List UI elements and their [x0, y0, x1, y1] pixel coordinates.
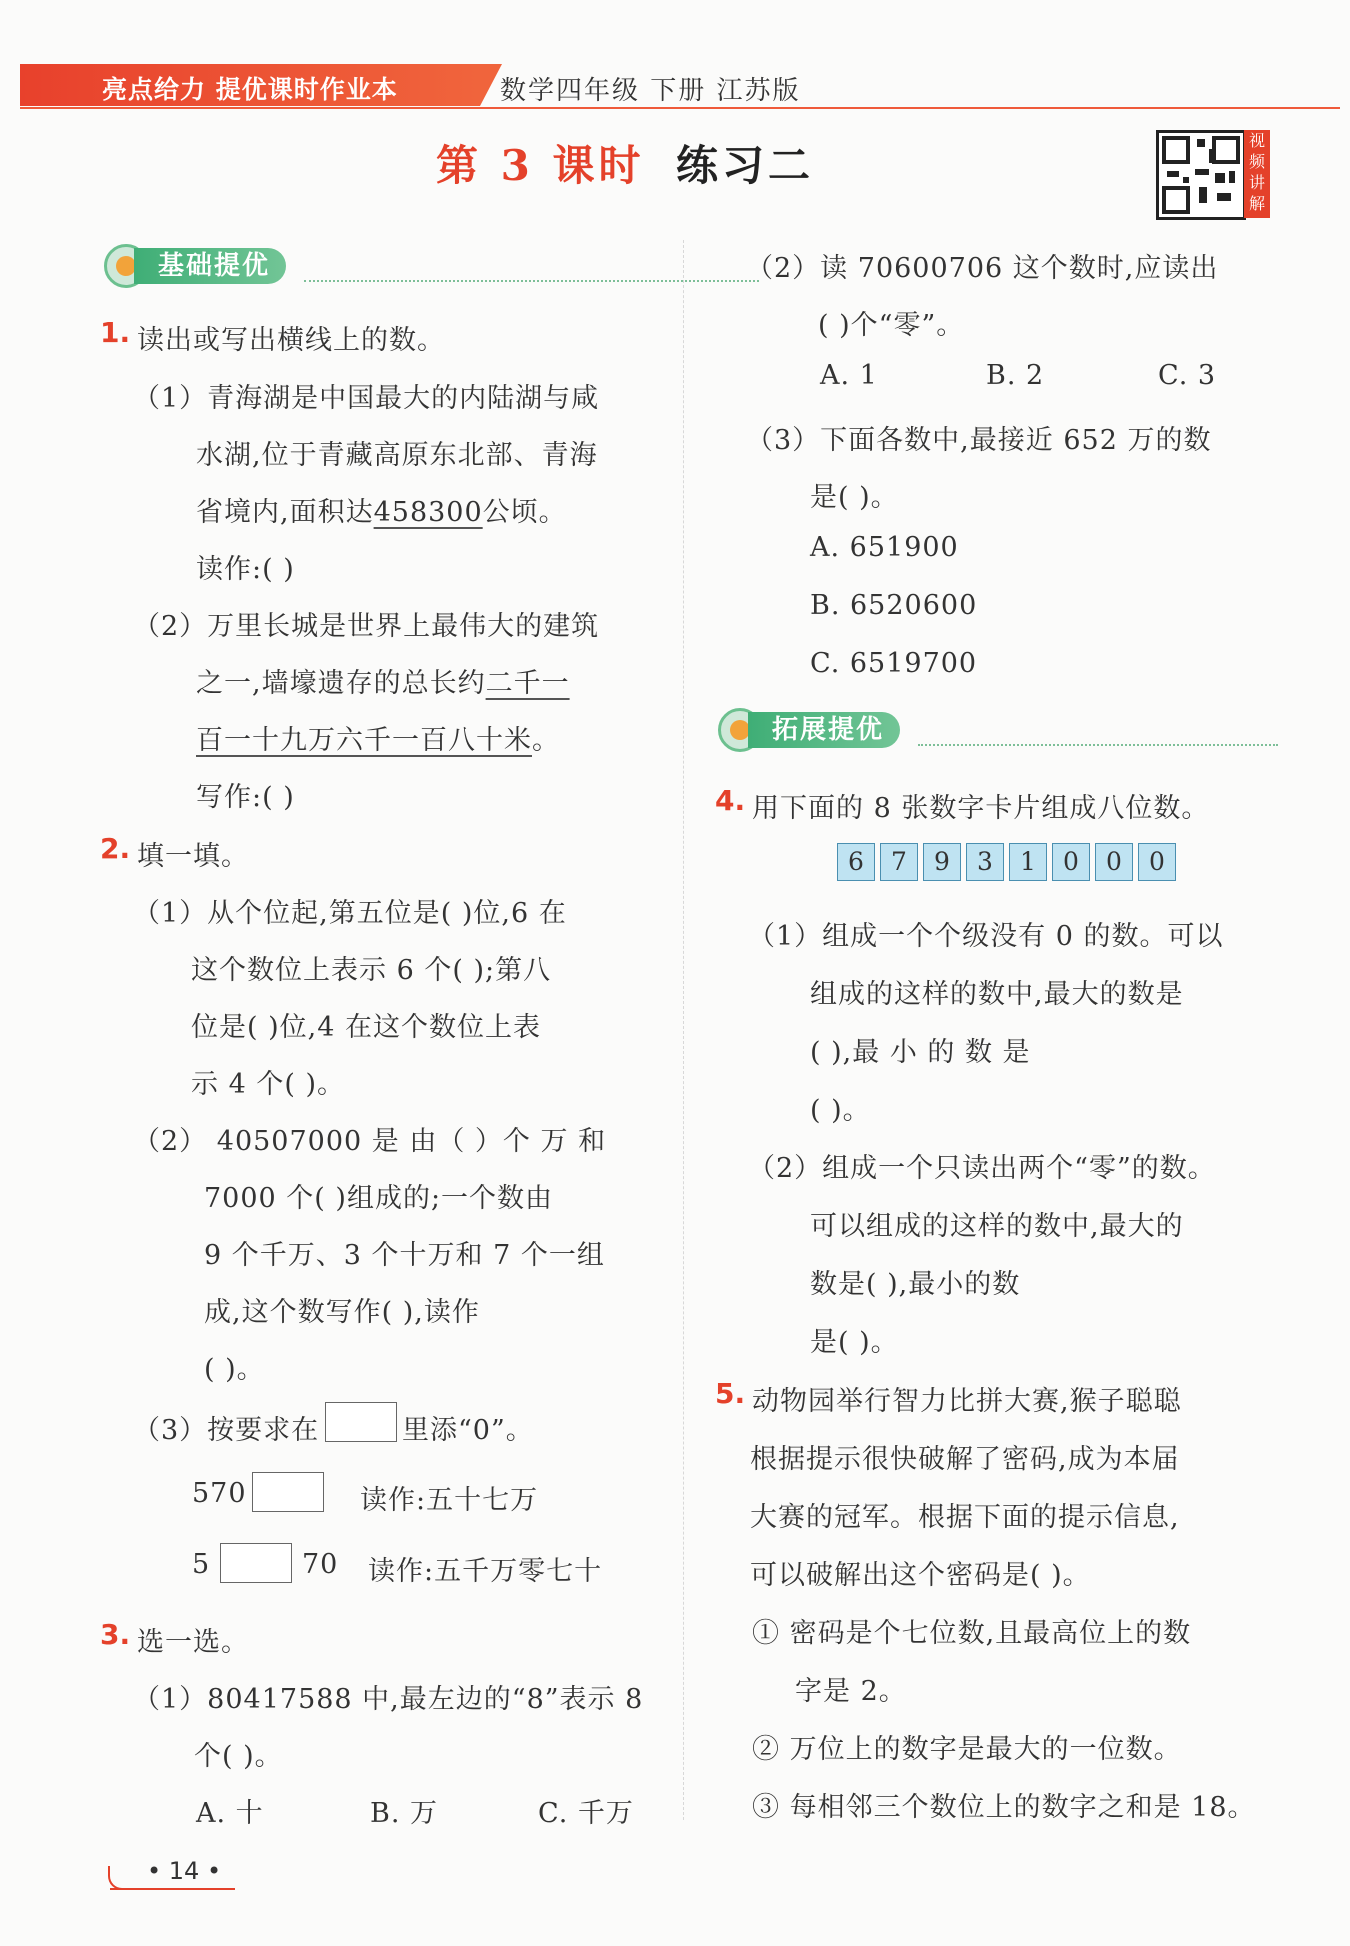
q2-row2-b: 70 [302, 1549, 339, 1580]
q4-p1-line1: （1）组成一个个级没有 0 的数。可以 [748, 921, 1224, 952]
header-rule [20, 107, 1340, 109]
header-subtitle: 数学四年级 下册 江苏版 [500, 76, 801, 106]
q2-row2-read: 读作:五千万零七十 [368, 1556, 603, 1587]
q5-line2: 根据提示很快破解了密码,成为本届 [750, 1444, 1180, 1475]
q2-row1-number: 570 [192, 1478, 247, 1509]
q2-row1-input-box[interactable] [252, 1472, 324, 1512]
page-number: • 14 • [147, 1857, 222, 1885]
q5-line3: 大赛的冠军。根据下面的提示信息, [750, 1502, 1180, 1533]
digit-card: 6 [837, 843, 875, 881]
q3-p3-line1: （3）下面各数中,最接近 652 万的数 [746, 425, 1212, 456]
q5-number: 5. [715, 1377, 746, 1410]
q2-p3-post: 里添“0”。 [402, 1415, 534, 1446]
qr-code-icon[interactable] [1156, 130, 1246, 220]
q5-hint2: ② 万位上的数字是最大的一位数。 [752, 1734, 1182, 1765]
digit-card: 7 [880, 843, 918, 881]
q1-p2-line1: （2）万里长城是世界上最伟大的建筑 [133, 611, 600, 642]
q3-p2-option-b[interactable]: B. 2 [986, 360, 1045, 391]
digit-card: 0 [1138, 843, 1176, 881]
q3-p1-option-c[interactable]: C. 千万 [538, 1798, 634, 1829]
q3-p1-option-a[interactable]: A. 十 [196, 1798, 264, 1829]
q2-p3-sample-box [325, 1402, 397, 1442]
q5-line4: 可以破解出这个密码是( )。 [750, 1560, 1091, 1591]
q4-p1-line3: ( ),最 小 的 数 是 [810, 1037, 1031, 1068]
q1-p1-line3: 省境内,面积达458300公顷。 [196, 497, 567, 528]
q5-hint3: ③ 每相邻三个数位上的数字之和是 18。 [752, 1792, 1256, 1823]
q2-p2-line4: 成,这个数写作( ),读作 [204, 1297, 480, 1328]
q3-p1-option-b[interactable]: B. 万 [370, 1798, 439, 1829]
q1-p1-read-blank[interactable]: 读作:( ) [196, 554, 295, 585]
lesson-number: 第 3 课时 [436, 141, 645, 190]
q2-p1-line2: 这个数位上表示 6 个( );第八 [191, 955, 552, 986]
q4-p2-line2: 可以组成的这样的数中,最大的 [810, 1211, 1184, 1242]
q3-stem: 选一选。 [137, 1627, 249, 1658]
q1-p1-line1: （1）青海湖是中国最大的内陆湖与咸 [133, 383, 600, 414]
q1-p1-underlined-number: 458300 [373, 497, 483, 528]
q1-p2-write-blank[interactable]: 写作:( ) [196, 782, 295, 813]
q2-row2-a: 5 [192, 1549, 211, 1580]
q2-p2-line1: （2） 40507000 是 由（ ）个 万 和 [133, 1126, 607, 1157]
q2-p2-line3: 9 个千万、3 个十万和 7 个一组 [204, 1240, 605, 1271]
q4-p2-line4: 是( )。 [810, 1327, 899, 1358]
q3-p3-line2: 是( )。 [810, 482, 899, 513]
q3-p3-option-a[interactable]: A. 651900 [810, 532, 959, 563]
q3-p2-option-a[interactable]: A. 1 [820, 360, 878, 391]
footer-rule [110, 1888, 235, 1890]
q2-p3-pre: （3）按要求在 [133, 1415, 320, 1446]
digit-card: 0 [1095, 843, 1133, 881]
q2-row1-read: 读作:五十七万 [360, 1485, 539, 1516]
section-basic-label: 基础提优 [134, 248, 286, 284]
digit-card: 0 [1052, 843, 1090, 881]
q1-number: 1. [100, 316, 131, 349]
q3-p3-option-b[interactable]: B. 6520600 [810, 590, 978, 621]
header-band [20, 64, 480, 106]
q5-hint1-line2: 字是 2。 [795, 1676, 907, 1707]
q3-p2-line1: （2）读 70600706 这个数时,应读出 [746, 253, 1219, 284]
digit-card: 3 [966, 843, 1004, 881]
q4-p1-line4: ( )。 [810, 1095, 871, 1126]
q3-p2-line2: ( )个“零”。 [818, 310, 965, 341]
q1-p2-line3: 百一十九万六千一百八十米。 [196, 725, 560, 756]
q3-p1-line2: 个( )。 [194, 1741, 283, 1772]
q2-p1-line3: 位是( )位,4 在这个数位上表 [191, 1012, 541, 1043]
column-divider [683, 240, 684, 1820]
q5-hint1-line1: ① 密码是个七位数,且最高位上的数 [752, 1618, 1192, 1649]
q4-stem: 用下面的 8 张数字卡片组成八位数。 [752, 793, 1210, 824]
q2-row2-input-box[interactable] [220, 1543, 292, 1583]
q5-line1: 动物园举行智力比拼大赛,猴子聪聪 [752, 1386, 1182, 1417]
digit-card: 1 [1009, 843, 1047, 881]
section-extend-label: 拓展提优 [748, 712, 900, 748]
q2-number: 2. [100, 832, 131, 865]
q2-stem: 填一填。 [137, 841, 249, 872]
q4-p1-line2: 组成的这样的数中,最大的数是 [810, 979, 1184, 1010]
q2-p1-line1: （1）从个位起,第五位是( )位,6 在 [133, 898, 567, 929]
q1-p2-line2: 之一,墙壕遗存的总长约二千一 [196, 668, 570, 699]
q4-p2-line1: （2）组成一个只读出两个“零”的数。 [748, 1153, 1216, 1184]
q3-p2-option-c[interactable]: C. 3 [1158, 360, 1217, 391]
q3-p1-line1: （1）80417588 中,最左边的“8”表示 8 [133, 1684, 644, 1715]
header-band-title: 亮点给力 提优课时作业本 [102, 75, 398, 104]
q3-number: 3. [100, 1618, 131, 1651]
q2-p2-line5: ( )。 [204, 1354, 265, 1385]
q1-p1-line2: 水湖,位于青藏高原东北部、青海 [196, 440, 598, 471]
video-explain-tag[interactable]: 视频讲解 [1244, 130, 1270, 218]
footer-ornament [108, 1866, 136, 1890]
q2-p1-line4: 示 4 个( )。 [191, 1069, 345, 1100]
q4-number: 4. [715, 784, 746, 817]
q1-stem: 读出或写出横线上的数。 [137, 325, 445, 356]
q2-p2-line2: 7000 个( )组成的;一个数由 [204, 1183, 554, 1214]
lesson-title: 练习二 [676, 141, 815, 190]
q3-p3-option-c[interactable]: C. 6519700 [810, 648, 978, 679]
q4-p2-line3: 数是( ),最小的数 [810, 1269, 1021, 1300]
digit-card: 9 [923, 843, 961, 881]
